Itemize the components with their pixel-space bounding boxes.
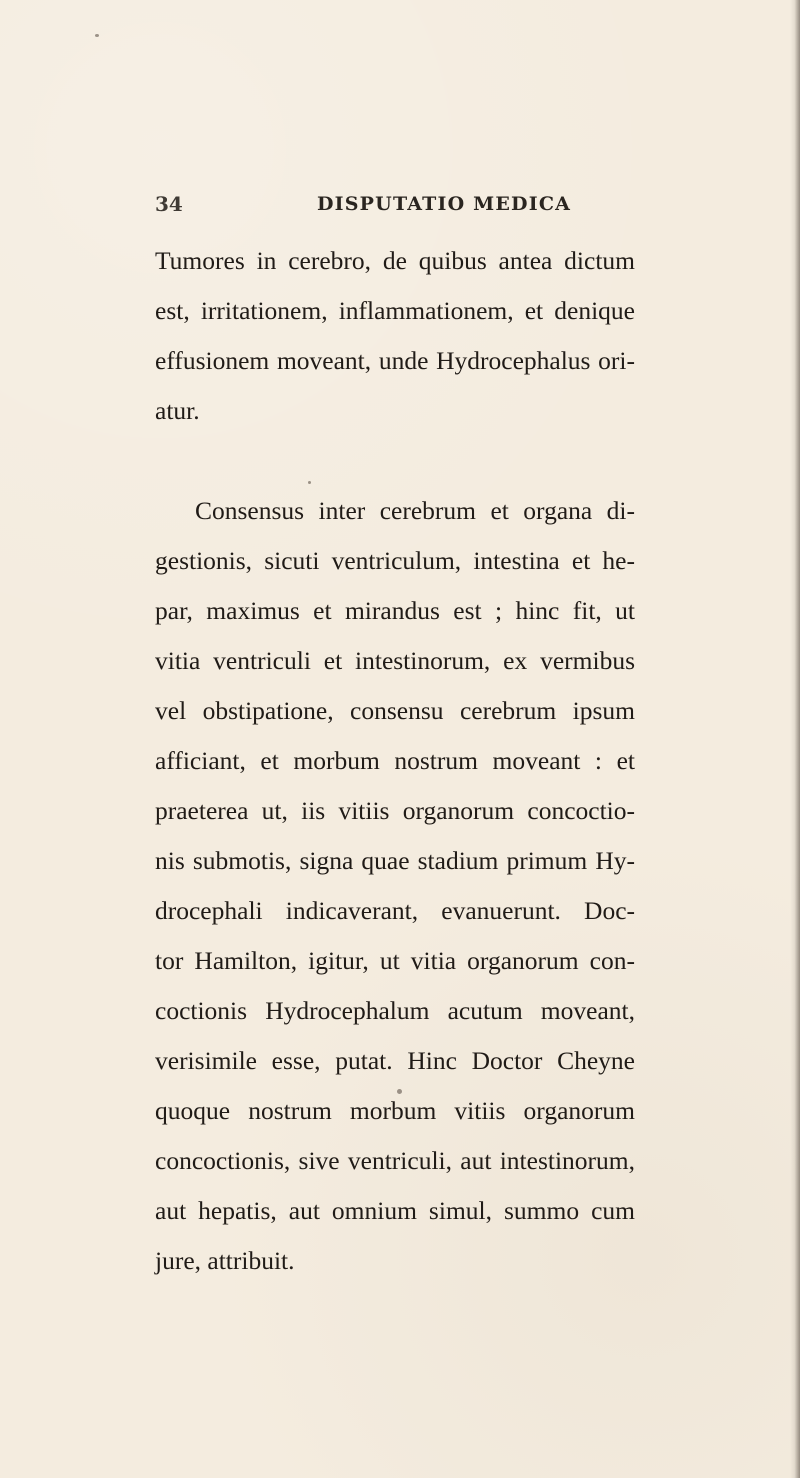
text-line: aut hepatis, aut omnium simul, summo cum xyxy=(155,1196,635,1225)
text-line: gestionis, sicuti ventriculum, intestina et he- xyxy=(155,546,635,575)
page-number: 34 xyxy=(155,192,183,216)
text-line: par, maximus et mirandus est ; hinc fit, ut xyxy=(155,596,635,625)
text-line: verisimile esse, putat. Hinc Doctor Cheyne xyxy=(155,1046,635,1075)
text-line: jure, attribuit. xyxy=(155,1246,295,1275)
paragraph-2 xyxy=(155,486,635,1286)
text-line: Tumores in cerebro, de quibus antea dictum xyxy=(155,246,635,275)
page-header xyxy=(155,193,635,221)
text-line: nis submotis, signa quae stadium primum Hy- xyxy=(155,846,635,875)
text-line: Consensus inter cerebrum et organa di- xyxy=(195,496,635,525)
paper-speck xyxy=(95,34,99,37)
paper-speck xyxy=(308,481,311,484)
text-line: coctionis Hydrocephalum acutum moveant, xyxy=(155,996,635,1025)
paragraph-1 xyxy=(155,236,635,436)
text-line: vitia ventriculi et intestinorum, ex vermibus xyxy=(155,646,635,675)
text-line: drocephali indicaverant, evanuerunt. Doc- xyxy=(155,896,635,925)
page-edge-shadow xyxy=(790,0,800,1478)
paper-speck xyxy=(397,1089,402,1094)
text-line: afficiant, et morbum nostrum moveant : et xyxy=(155,746,635,775)
paragraph-gap xyxy=(155,436,635,486)
text-line: est, irritationem, inflammationem, et denique xyxy=(155,296,635,325)
text-line: tor Hamilton, igitur, ut vitia organorum con- xyxy=(155,946,635,975)
text-line: praeterea ut, iis vitiis organorum concoctio- xyxy=(155,796,635,825)
text-line: atur. xyxy=(155,396,200,425)
text-line: concoctionis, sive ventriculi, aut intestinorum, xyxy=(155,1146,635,1175)
text-line: vel obstipatione, consensu cerebrum ipsum xyxy=(155,696,635,725)
body-text xyxy=(155,236,635,1286)
text-line: effusionem moveant, unde Hydrocephalus ori- xyxy=(155,346,635,375)
running-head: DISPUTATIO MEDICA xyxy=(317,193,572,215)
text-line: quoque nostrum morbum vitiis organorum xyxy=(155,1096,635,1125)
